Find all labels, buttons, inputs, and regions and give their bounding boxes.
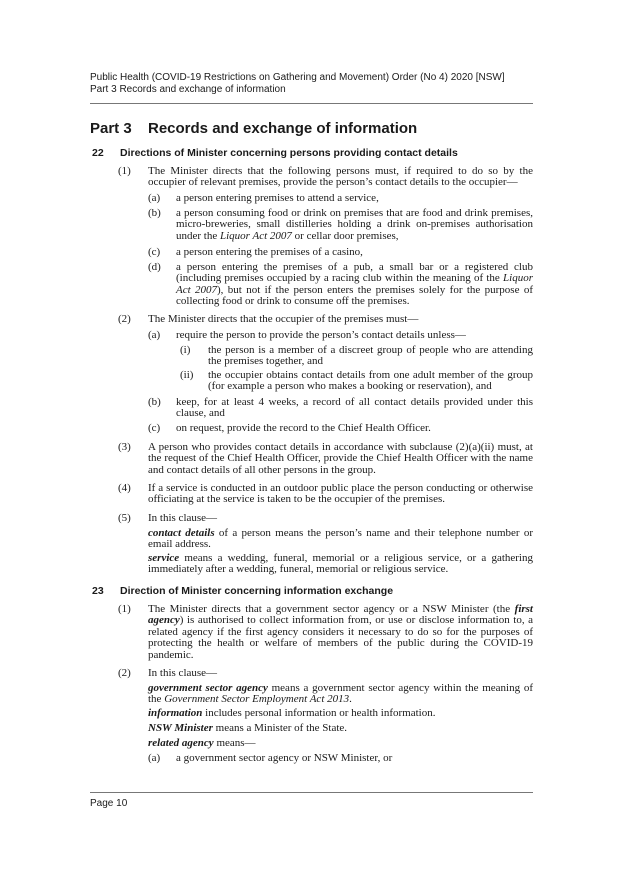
paragraph-label: (c) (148, 246, 161, 258)
definition-text: means— (213, 737, 256, 749)
definition (148, 708, 533, 719)
defined-term: contact details (148, 527, 215, 539)
subclause-text: The Minister directs that the following persons must, if required to do so by the occupier of relevant premises, provide the person’s contact details to the occupier— (148, 165, 533, 189)
paragraph-text-part: a person consuming food or drink on premises that are food and drink premises, micro-breweries, small distilleries holding a drink on-premises authorisation under the (176, 207, 533, 242)
part-heading (90, 120, 417, 137)
clause-title: Directions of Minister concerning persons providing contact details (120, 147, 458, 159)
part-title: Records and exchange of information (148, 120, 418, 137)
act-citation: Liquor Act 2007 (176, 272, 533, 296)
subclause-label: (2) (118, 667, 131, 679)
paragraph-text: keep, for at least 4 weeks, a record of all contact details provided under this clause, and (176, 396, 533, 420)
subclause-text-part: ) is authorised to collect information from, or use or disclose information to, a related agency if the first agency considers it necessary to do so for the purposes of protecting the health or welfare of members of the public during the COVID-19 pandemic. (148, 614, 533, 661)
subclause-text: A person who provides contact details in accordance with subclause (2)(a)(ii) must, at the request of the Chief Health Officer, provide the Chief Health Officer with the name and contact details of all other persons in the group. (148, 441, 533, 476)
definition (148, 553, 533, 576)
definition (148, 723, 533, 734)
subclause-text: In this clause— (148, 512, 218, 524)
definition-text: . (349, 693, 352, 706)
definition (148, 738, 533, 749)
definition (148, 683, 533, 706)
paragraph-text-part: or cellar door premises, (291, 229, 399, 242)
page-number: Page 10 (90, 798, 128, 809)
clause-number: 23 (92, 585, 104, 597)
paragraph-text: on request, provide the record to the Chief Health Officer. (176, 422, 431, 434)
subclause-label: (5) (118, 512, 131, 524)
paragraph-label: (d) (148, 261, 161, 273)
subclause-text: If a service is conducted in an outdoor public place the person conducting or otherwise officiating at the service is taken to be the occupier of the premises. (148, 482, 533, 506)
clause-title: Direction of Minister concerning information exchange (120, 585, 394, 597)
subclause-label: (1) (118, 165, 131, 177)
definition-text: of a person means the person’s name and their telephone number or email address. (148, 527, 534, 551)
paragraph-text-part: a person entering the premises of a pub, a small bar or a registered club (including premises occupied by a racing club within the meaning of the (176, 261, 533, 285)
subclause-label: (2) (118, 313, 131, 325)
subclause-label: (1) (118, 603, 131, 615)
subclause-text: The Minister directs that the occupier of the premises must— (148, 313, 419, 325)
subclause-text-part: The Minister directs that a government sector agency or a NSW Minister (the (148, 603, 515, 615)
paragraph-label: (b) (148, 207, 161, 219)
paragraph-text: require the person to provide the person’s contact details unless— (176, 329, 466, 341)
footer-divider (90, 792, 533, 793)
act-citation: Government Sector Employment Act 2013 (164, 693, 350, 706)
definition-text: means a government sector agency within the meaning of the (148, 682, 533, 706)
header-title: Public Health (COVID-19 Restrictions on Gathering and Movement) Order (No 4) 2020 [NSW] (90, 72, 505, 83)
paragraph-text: a person entering premises to attend a service, (176, 192, 379, 204)
paragraph-label: (a) (148, 752, 161, 764)
subclause-text: In this clause— (148, 667, 218, 679)
subparagraph-label: (ii) (180, 369, 194, 381)
subclause-label: (4) (118, 482, 131, 494)
paragraph-text (176, 208, 533, 242)
act-citation: Liquor Act 2007 (219, 229, 292, 242)
subparagraph-text: the person is a member of a discreet group of people who are attending the premises together, and (208, 344, 533, 368)
paragraph-label: (b) (148, 396, 161, 408)
subparagraph-label: (i) (180, 344, 191, 356)
paragraph-text (176, 262, 533, 308)
part-number: Part 3 (90, 120, 132, 137)
subparagraph-text: the occupier obtains contact details from one adult member of the group (for example a person who makes a booking or reservation), and (208, 369, 533, 393)
defined-term: service (148, 552, 180, 564)
defined-term: information (148, 707, 203, 719)
header-divider (90, 103, 533, 104)
clause-number: 22 (92, 147, 104, 159)
subclause-label: (3) (118, 441, 131, 453)
definition-text: includes personal information or health information. (202, 707, 436, 719)
paragraph-text: a person entering the premises of a casino, (176, 246, 363, 258)
running-header (90, 72, 505, 96)
paragraph-text-part: ), but not if the person enters the premises solely for the purpose of collecting food or drink to consume off the premises. (176, 283, 533, 308)
definition (148, 528, 533, 551)
defined-term: government sector agency (148, 682, 268, 694)
paragraph-text: a government sector agency or NSW Minister, or (176, 752, 393, 764)
paragraph-label: (a) (148, 329, 161, 341)
definition-text: means a wedding, funeral, memorial or a religious service, or a gathering immediately after a wedding, funeral, memorial or religious service. (148, 552, 533, 576)
paragraph-label: (a) (148, 192, 161, 204)
subclause-text (148, 604, 533, 661)
defined-term: first agency (148, 603, 533, 627)
paragraph-label: (c) (148, 422, 161, 434)
definition-text: means a Minister of the State. (212, 722, 348, 734)
defined-term: related agency (148, 737, 214, 749)
defined-term: NSW Minister (148, 722, 213, 734)
header-part: Part 3 Records and exchange of information (90, 84, 286, 95)
